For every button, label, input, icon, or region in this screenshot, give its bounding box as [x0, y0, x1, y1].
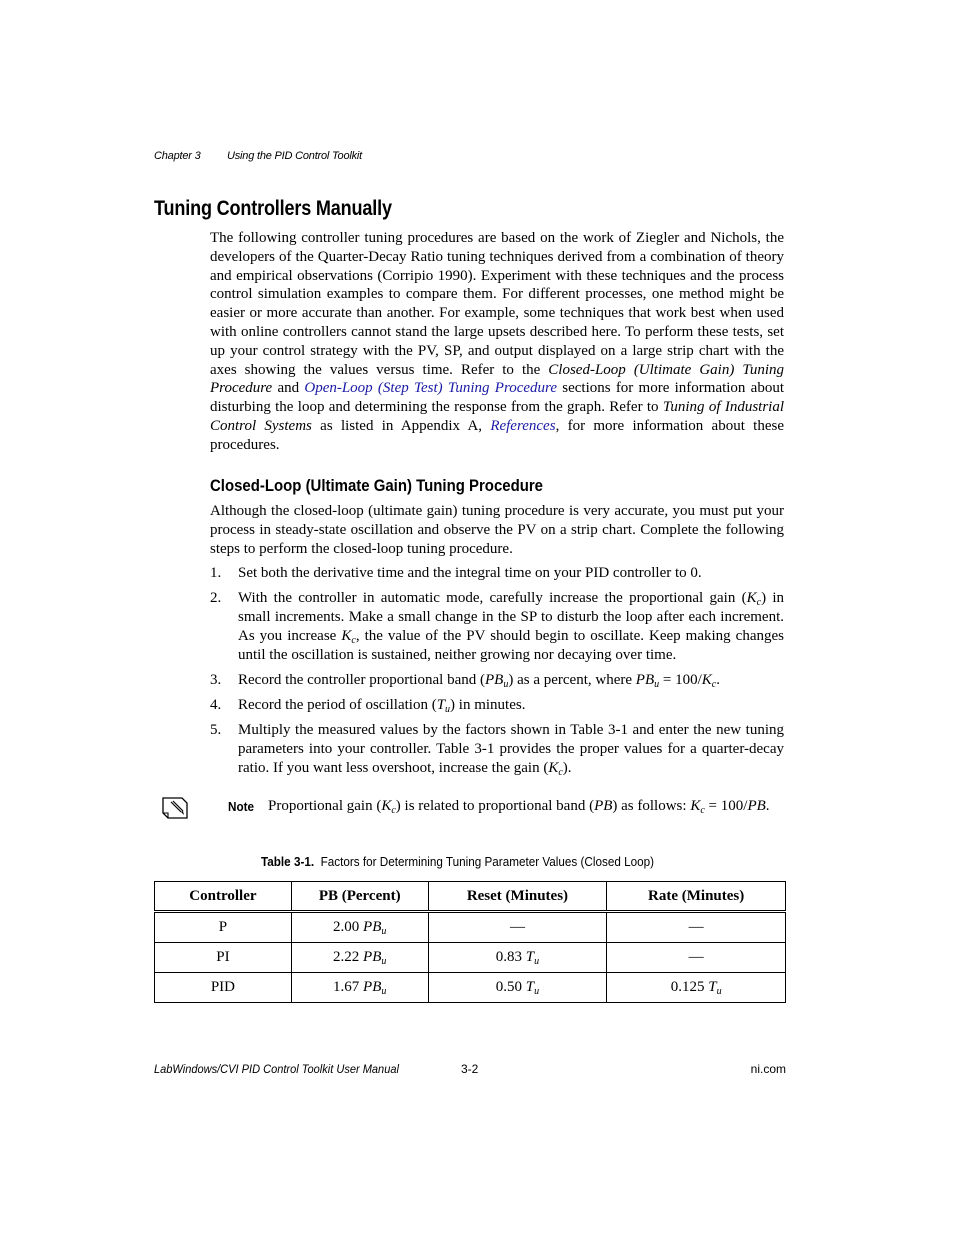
pb-pb-sub: u	[381, 956, 387, 967]
step-text: ).	[562, 760, 572, 776]
step-text: , the value of the PV should begin to oscillate. Keep making changes until the oscillation is sustained, neither growing nor decaying over time.	[238, 628, 784, 663]
footer-manual-title: LabWindows/CVI PID Control Toolkit User Manual	[154, 1062, 399, 1076]
pb-pb-sub: u	[381, 926, 387, 937]
pb-var: PB	[485, 672, 504, 688]
intro-text-3: as listed in Appendix A,	[311, 417, 491, 434]
reset-reset-val: 0.83	[495, 949, 523, 965]
rate-rate-var: T	[708, 979, 717, 995]
intro-and: and	[272, 380, 305, 397]
step-1	[210, 564, 784, 583]
step-text: .	[716, 672, 720, 688]
pb-pb-var: PB	[363, 919, 382, 935]
pb-pb-val: 1.67	[333, 979, 360, 995]
kc-var: K	[548, 760, 559, 776]
table-row	[155, 912, 786, 943]
procedure-steps	[210, 564, 784, 784]
kc-sub: c	[700, 805, 705, 816]
step-text: ) as a percent, where	[508, 672, 636, 688]
tuning-systems-reference: Tuning of Industrial Control Systems	[210, 399, 784, 434]
step-text: = 100/	[659, 672, 702, 688]
note-label: Note	[228, 799, 255, 814]
step-number: 2.	[210, 590, 222, 606]
pb-pb-var: PB	[363, 949, 382, 965]
note-part: ) as follows:	[612, 798, 691, 814]
pb-pb-sub: u	[381, 986, 387, 997]
table-caption	[261, 854, 654, 869]
reset-reset-sub: u	[534, 956, 540, 967]
pb-pb-val: 2.00	[333, 919, 360, 935]
step-text: Record the controller proportional band (	[238, 672, 486, 688]
controller-cell	[155, 973, 292, 1003]
step-number: 3.	[210, 672, 222, 688]
header-rate: Rate (Minutes)	[607, 882, 786, 912]
controller-controller: P	[218, 919, 228, 935]
step-text: Multiply the measured values by the factors shown in Table 3-1 and enter the new tuning parameters into your controller. Table 3-1 provides the proper values for a quarter-decay ratio. If you want less overshoot, increase the gain (	[238, 722, 784, 776]
open-loop-link[interactable]: Open-Loop (Step Test) Tuning Procedure	[304, 380, 557, 397]
step-3	[210, 671, 784, 690]
note-icon	[160, 794, 190, 822]
closed-loop-intro: Although the closed-loop (ultimate gain) tuning procedure is very accurate, you must put your process in steady-state oscillation and observe the PV on a strip chart. Complete the following steps to perform the closed-loop tuning procedure.	[210, 503, 784, 557]
step-text: Record the period of oscillation (	[238, 697, 437, 713]
intro-paragraph	[210, 229, 784, 455]
tuning-factors-table	[154, 881, 786, 1003]
reset-cell	[428, 973, 607, 1003]
pb-pb-var: PB	[363, 979, 382, 995]
subsection-title: Closed-Loop (Ultimate Gain) Tuning Procedure	[210, 476, 544, 495]
table-header-row	[155, 882, 786, 912]
header-reset: Reset (Minutes)	[428, 882, 607, 912]
rate-cell	[607, 912, 786, 943]
reset-reset-val: —	[509, 919, 525, 935]
kc-sub: c	[351, 635, 356, 646]
kc-var: K	[746, 590, 757, 606]
step-text: Set both the derivative time and the integral time on your PID controller to 0.	[238, 565, 702, 581]
reset-cell	[428, 912, 607, 943]
pb-sub: u	[654, 679, 660, 690]
controller-cell	[155, 943, 292, 973]
pb-cell	[291, 912, 428, 943]
step-2	[210, 589, 784, 665]
intro-text-2: sections for more information about disturbing the loop and determining the response from the graph. Refer to	[210, 380, 785, 416]
section-title: Tuning Controllers Manually	[154, 197, 392, 220]
table-row	[155, 943, 786, 973]
pb-pb-val: 2.22	[333, 949, 360, 965]
pb-sub: u	[503, 679, 509, 690]
controller-cell	[155, 912, 292, 943]
pb-cell	[291, 943, 428, 973]
kc-sub: c	[558, 767, 563, 778]
closed-loop-reference: Closed-Loop (Ultimate Gain) Tuning Procedure	[210, 361, 785, 397]
reset-reset-var: T	[525, 949, 535, 965]
table-row	[155, 973, 786, 1003]
pb-var: PB	[747, 798, 766, 814]
pb-var: PB	[635, 672, 655, 688]
rate-rate-val: —	[688, 919, 704, 935]
controller-controller: PI	[216, 949, 230, 965]
reset-reset-sub: u	[534, 986, 540, 997]
intro-text-4: , for more information about these procedures.	[210, 417, 784, 453]
controller-controller: PID	[210, 979, 235, 995]
step-number: 4.	[210, 697, 222, 713]
step-5	[210, 721, 784, 778]
kc-var: K	[701, 672, 712, 688]
kc-var: K	[690, 798, 701, 814]
kc-sub: c	[391, 805, 396, 816]
tu-var: T	[436, 697, 446, 713]
reset-cell	[428, 943, 607, 973]
pb-var: PB	[594, 798, 613, 814]
chapter-title: Using the PID Control Toolkit	[227, 150, 363, 162]
references-link[interactable]: References	[490, 417, 556, 434]
pb-cell	[291, 973, 428, 1003]
header-pb: PB (Percent)	[291, 882, 428, 912]
step-number: 1.	[210, 565, 222, 581]
note-part: Proportional gain (	[268, 798, 382, 814]
table-caption-label: Table 3-1.	[261, 854, 315, 869]
kc-var: K	[381, 798, 392, 814]
step-text: ) in minutes.	[450, 697, 526, 713]
intro-text-1: The following controller tuning procedures are based on the work of Ziegler and Nichols, the developers of the Quarter-Decay Ratio tuning techniques derived from a combination of theory and empirical observations (Corripio 1990). Experiment with these techniques and the process control simulation examples to compare them. For different processes, one method might be easier or more accurate than another. For example, some techniques that work best when used with online controllers cannot stand the large upsets described here. To perform these tests, set up your control strategy with the PV, SP, and output displayed on a large strip chart with the axes showing the values versus time. Refer to the	[210, 230, 784, 378]
running-header	[154, 150, 363, 162]
footer-site: ni.com	[750, 1062, 786, 1076]
kc-var: K	[341, 628, 352, 644]
rate-rate-val: —	[688, 949, 704, 965]
rate-cell	[607, 973, 786, 1003]
tu-sub: u	[445, 704, 451, 715]
chapter-number: Chapter 3	[154, 150, 201, 162]
footer-page-number: 3-2	[461, 1062, 479, 1076]
table-caption-text: Factors for Determining Tuning Parameter Values (Closed Loop)	[320, 854, 655, 869]
rate-rate-sub: u	[716, 986, 722, 997]
reset-reset-val: 0.50	[495, 979, 523, 995]
rate-rate-val: 0.125	[670, 979, 705, 995]
note-part: .	[765, 798, 770, 814]
note-part: ) is related to proportional band (	[395, 798, 595, 814]
kc-sub: c	[756, 597, 762, 608]
step-4	[210, 696, 784, 715]
kc-sub: c	[711, 679, 717, 690]
reset-reset-var: T	[525, 979, 535, 995]
step-number: 5.	[210, 722, 222, 738]
note-part: = 100/	[704, 798, 748, 814]
step-text: ) in small increments. Make a small change in the SP to disturb the loop after each increment. As you increase	[238, 590, 784, 644]
step-text: With the controller in automatic mode, carefully increase the proportional gain (	[238, 590, 747, 606]
note-text	[268, 798, 770, 815]
rate-cell	[607, 943, 786, 973]
header-controller: Controller	[155, 882, 292, 912]
